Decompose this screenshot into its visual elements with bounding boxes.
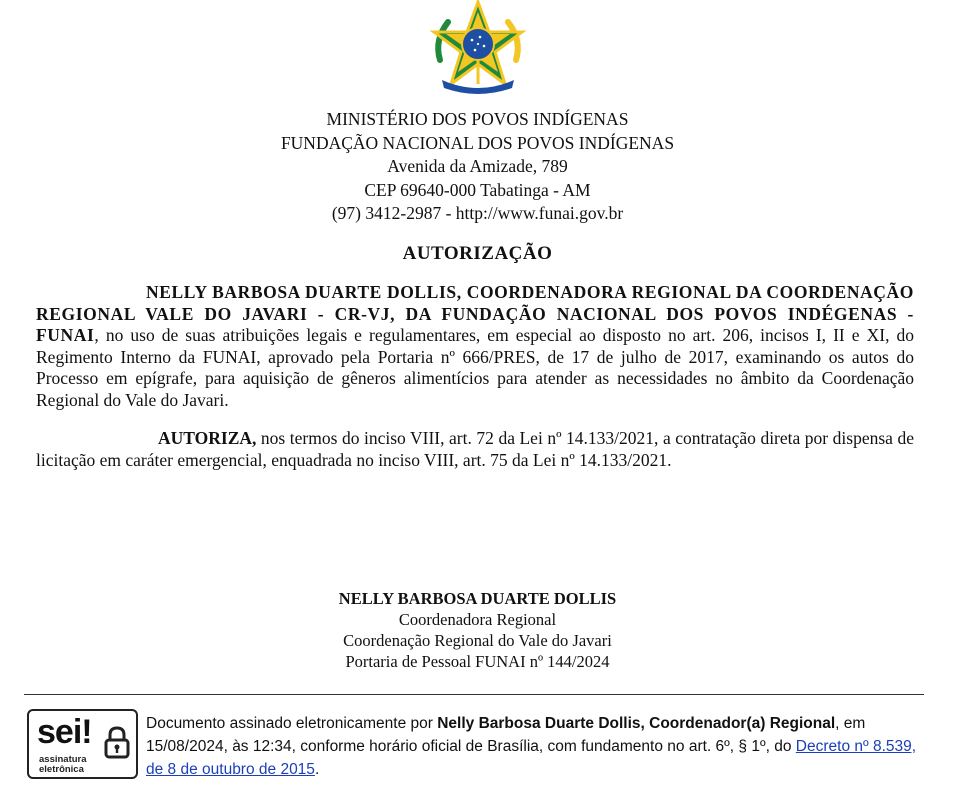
- notice-middle: , em 15/08/2024, às 12:34, conforme horário oficial de Brasília, com fundamento no art. 6º, § 1º, do: [146, 715, 866, 755]
- notice-suffix: .: [314, 761, 320, 778]
- brazil-coat-of-arms-icon: [428, 0, 528, 96]
- paragraph-authorization-decision: [36, 428, 914, 471]
- footer-divider: [24, 694, 924, 695]
- paragraph-authorization-basis: [36, 282, 914, 411]
- signer-ordinance: Portaria de Pessoal FUNAI nº 144/2024: [345, 652, 610, 671]
- header-address: Avenida da Amizade, 789: [387, 156, 568, 176]
- header-foundation: FUNDAÇÃO NACIONAL DOS POVOS INDÍGENAS: [280, 132, 675, 153]
- sei-logo-badge: [27, 709, 138, 779]
- signer-name: NELLY BARBOSA DUARTE DOLLIS: [338, 589, 617, 608]
- signature-block: [0, 588, 955, 672]
- paragraph1-body: , no uso de suas atribuições legais e regulamentares, em especial ao disposto no art. 206, incisos I, II e XI, do Regimento Interno da FUNAI, aprovado pela Portaria nº 666/PRES, de 17 de julho de 2017, examinando os autos do Processo em epígrafe, para aquisição de gêneros alimentícios para atender as necessidades no âmbito da Coordenação Regional do Vale do Javari.: [36, 325, 914, 410]
- sei-logo-text: sei!: [37, 713, 92, 751]
- signer-role: Coordenadora Regional: [398, 610, 557, 629]
- lock-icon: [103, 725, 131, 759]
- document-title: AUTORIZAÇÃO: [402, 243, 553, 264]
- header-postal-code: CEP 69640-000 Tabatinga - AM: [364, 179, 591, 200]
- sei-logo-subtitle: [39, 755, 87, 775]
- paragraph2-body: nos termos do inciso VIII, art. 72 da Lei nº 14.133/2021, a contratação direta por dispensa de licitação em caráter emergencial, enquadrada no inciso VIII, art. 75 da Lei nº 14.133/2021.: [36, 428, 914, 470]
- paragraph1-lead: NELLY BARBOSA DUARTE DOLLIS, COORDENADORA REGIONAL DA COORDENAÇÃO REGIONAL VALE DO JAVARI - CR-VJ, DA FUNDAÇÃO NACIONAL DOS POVOS INDÉGENAS - FUNAI: [36, 282, 914, 345]
- decree-link[interactable]: Decreto nº 8.539, de 8 de outubro de 2015: [146, 738, 917, 778]
- notice-prefix: Documento assinado eletronicamente por: [146, 715, 438, 732]
- institution-header: [0, 108, 955, 226]
- header-ministry: MINISTÉRIO DOS POVOS INDÍGENAS: [326, 109, 629, 129]
- paragraph2-lead: AUTORIZA,: [158, 428, 257, 448]
- signer-unit: Coordenação Regional do Vale do Javari: [343, 631, 612, 650]
- header-contact: (97) 3412-2987 - http://www.funai.gov.br: [331, 203, 624, 223]
- sei-logo-subtitle-line1: assinatura: [39, 754, 87, 765]
- electronic-signature-notice: [146, 712, 926, 781]
- notice-signer: Nelly Barbosa Duarte Dollis, Coordenador(a) Regional: [437, 715, 836, 732]
- sei-logo-subtitle-line2: eletrônica: [39, 764, 84, 775]
